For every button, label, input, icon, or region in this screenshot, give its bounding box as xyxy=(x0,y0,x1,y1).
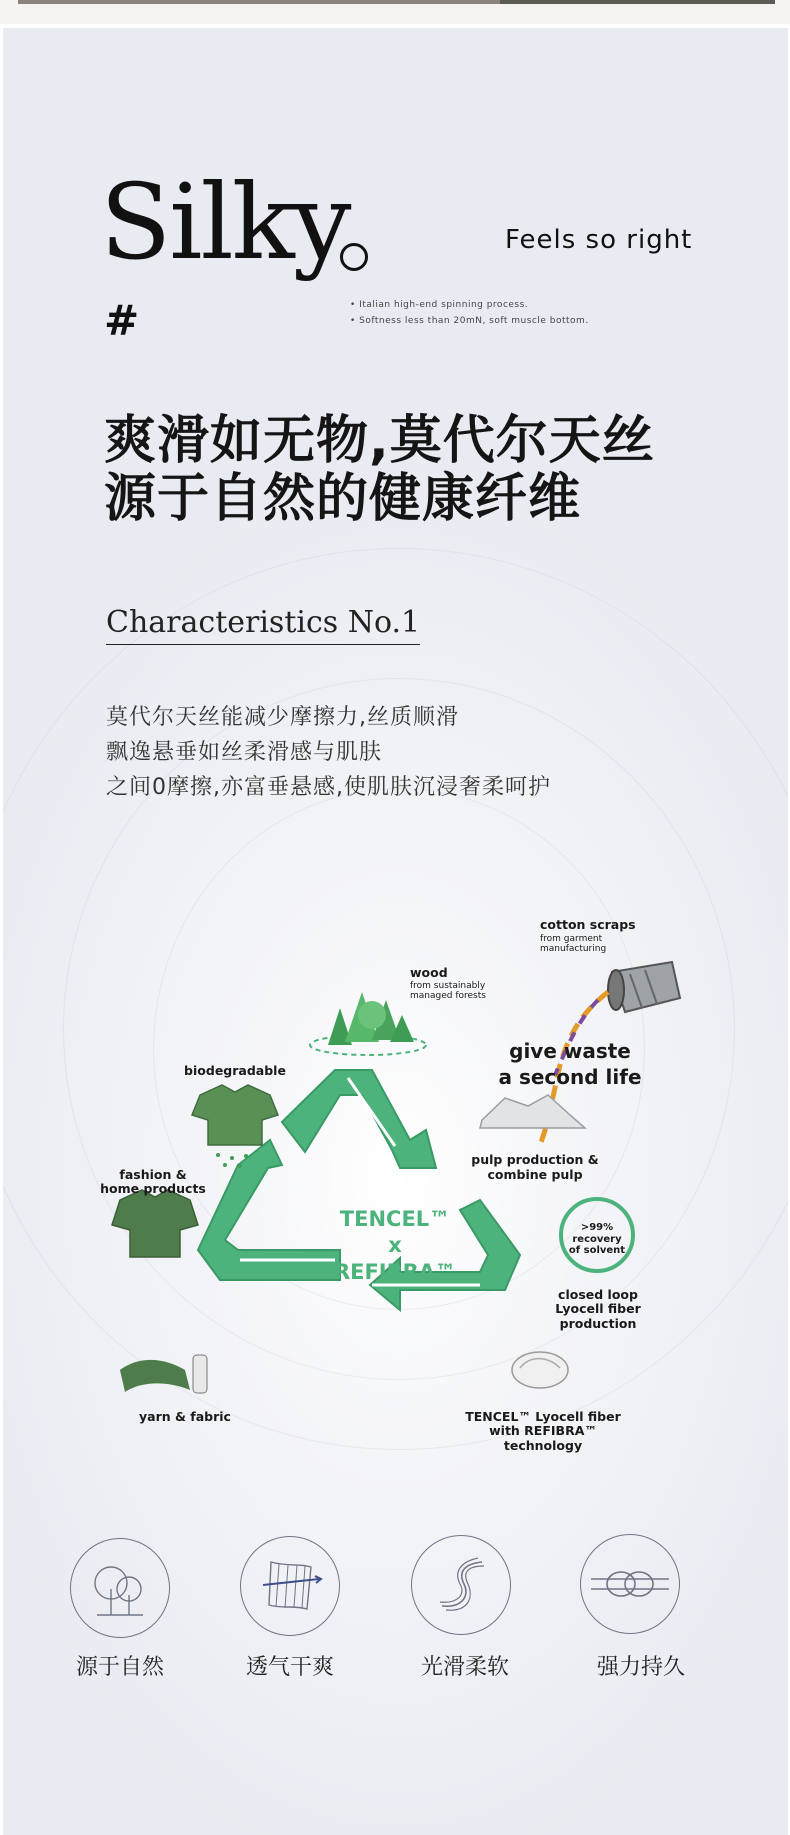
headline-line: 源于自然的健康纤维 xyxy=(104,469,582,529)
fiber-line: with REFIBRA™ technology xyxy=(489,1423,597,1453)
center-line: TENCEL™ xyxy=(339,1207,451,1231)
fiber-line: TENCEL™ Lyocell fiber xyxy=(465,1409,621,1424)
center-line: REFIBRA™ xyxy=(333,1259,457,1284)
wood-sub: from sustainably xyxy=(410,981,486,991)
top-banner-strip xyxy=(0,0,790,24)
cotton-sub: manufacturing xyxy=(540,944,607,954)
fashion-line: home products xyxy=(100,1181,206,1197)
recovery-line: of solvent xyxy=(568,1245,626,1256)
silk-wave-icon xyxy=(412,1536,510,1634)
nature-feature xyxy=(70,1538,170,1638)
closed-loop-line: closed loop xyxy=(558,1287,638,1302)
fiber-label xyxy=(448,1410,638,1453)
feature-label: 源于自然 xyxy=(75,1655,164,1680)
recovery-line: >99% xyxy=(580,1222,614,1233)
tree-icon xyxy=(71,1539,169,1637)
wood-sub: managed forests xyxy=(410,991,486,1001)
pulp-icon xyxy=(480,1095,585,1128)
biodegradable-label: biodegradable xyxy=(184,1063,286,1078)
pulp-label: combine pulp xyxy=(487,1167,583,1182)
cotton-scraps-label: cotton scraps xyxy=(540,917,636,932)
headline-line: 爽滑如无物,莫代尔天丝 xyxy=(104,411,655,471)
tagline: Feels so right xyxy=(505,225,693,255)
cotton-sub: from garment xyxy=(540,934,603,944)
tencel-center-label xyxy=(295,1206,495,1285)
recovery-line: recovery xyxy=(572,1233,622,1245)
feature-label: 强力持久 xyxy=(596,1655,685,1680)
durable-feature xyxy=(580,1534,680,1634)
breathable-feature xyxy=(240,1536,340,1636)
forest-icon xyxy=(310,992,426,1055)
top-photo-right xyxy=(500,0,775,4)
smooth-feature xyxy=(411,1535,511,1635)
description-line: 莫代尔天丝能减少摩擦力,丝质顺滑 xyxy=(106,705,459,730)
lyocell-fiber-icon xyxy=(512,1352,568,1388)
mesh-fabric-icon xyxy=(241,1537,339,1635)
circle-mark-icon xyxy=(340,243,368,271)
recovery-text xyxy=(567,1222,627,1257)
closed-loop-line: Lyocell fiber xyxy=(555,1301,641,1317)
top-photo-left xyxy=(18,0,506,4)
description-line: 飘逸悬垂如丝柔滑感与肌肤 xyxy=(106,740,383,765)
center-line: x xyxy=(388,1233,402,1258)
characteristics-title: Characteristics No.1 xyxy=(106,605,420,645)
give-waste-label: give waste xyxy=(509,1039,631,1063)
closed-loop-label xyxy=(548,1288,648,1331)
yarn-fabric-icon xyxy=(120,1355,207,1393)
fashion-line: fashion & xyxy=(119,1167,187,1182)
fashion-label xyxy=(98,1168,208,1197)
trash-can-icon xyxy=(608,962,680,1012)
yarn-label: yarn & fabric xyxy=(139,1409,231,1424)
note-line: • Italian high-end spinning process. xyxy=(350,300,529,310)
feature-label: 透气干爽 xyxy=(245,1655,334,1680)
note-line: • Softness less than 20mN, soft muscle bottom. xyxy=(350,316,589,326)
description-line: 之间0摩擦,亦富垂悬感,使肌肤沉浸奢柔呵护 xyxy=(106,775,551,800)
hash-mark: # xyxy=(104,296,140,345)
closed-loop-line: production xyxy=(559,1315,637,1331)
knot-icon xyxy=(581,1535,679,1633)
fashion-shirt-icon xyxy=(112,1190,198,1257)
wood-label: wood xyxy=(410,965,448,980)
feature-label: 光滑柔软 xyxy=(420,1655,509,1680)
silky-title: Silky xyxy=(100,161,350,283)
give-waste-label: a second life xyxy=(498,1065,642,1089)
pulp-label: pulp production & xyxy=(471,1152,599,1167)
